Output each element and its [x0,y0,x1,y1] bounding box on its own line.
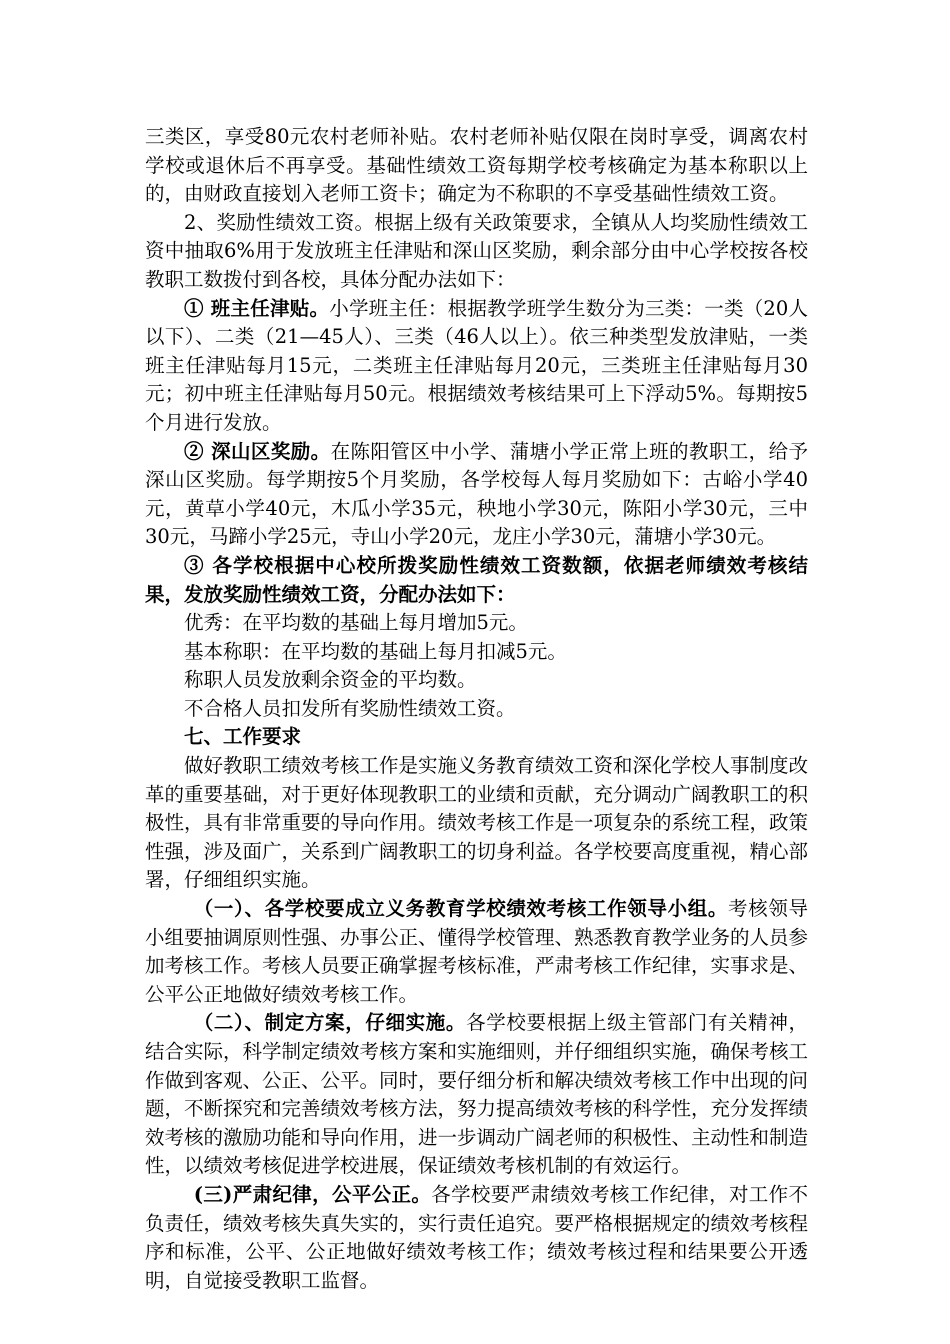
paragraph-work-requirements-intro: 做好教职工绩效考核工作是实施义务教育绩效工资和深化学校人事制度改革的重要基础，对于更好体现教职工的业绩和贡献，充分调动广阔教职工的积极性，具有非常重要的导向作用。绩效考核工作是一项复杂的系统工程，政策性强，涉及面广，关系到广阔教职工的切身利益。各学校要高度重视，精心部署，仔细组织实施。 [145,754,809,892]
subsection-plan-implementation-title: （二）、制定方案，仔细实施。 [193,1011,467,1035]
item-head-teacher-allowance [145,295,808,438]
item-school-distribution: ③ 各学校根据中心校所拨奖励性绩效工资数额，依据老师绩效考核结果，发放奖励性绩效工资，分配办法如下： [145,553,808,606]
item-head-teacher-allowance-text: 小学班主任：根据教学班学生数分为三类：一类（20人以下）、二类（21—45人）、三类（46人以上）。依三种类型发放津贴，一类班主任津贴每月15元，二类班主任津贴每月20元，三类班主任津贴每月30元；初中班主任津贴每月50元。根据绩效考核结果可上下浮动5%。每期按5个月进行发放。 [145,296,808,434]
item-mountain-area-reward-title: ② 深山区奖励。 [184,439,331,463]
subsection-discipline-fairness [145,1181,808,1295]
rule-competent: 称职人员发放剩余资金的平均数。 [184,668,477,692]
subsection-plan-implementation-text: 各学校要根据上级主管部门有关精神，结合实际，科学制定绩效考核方案和实施细则，并仔细组织实施，确保考核工作做到客观、公正、公平。同时，要仔细分析和解决绩效考核工作中出现的问题，不断探究和完善绩效考核方法，努力提高绩效考核的科学性，充分发挥绩效考核的激励功能和导向作用，进一步调动广阔老师的积极性、主动性和制造性，以绩效考核促进学校进展，保证绩效考核机制的有效运行。 [145,1011,809,1178]
subsection-leadership-group-text: 考核领导小组要抽调原则性强、办事公正、懂得学校管理、熟悉教育教学业务的人员参加考核工作。考核人员要正确掌握考核标准，严肃考核工作纪律，实事求是、公平公正地做好绩效考核工作。 [145,897,809,1006]
rule-excellent: 优秀：在平均数的基础上每月增加5元。 [184,611,528,635]
rule-unqualified: 不合格人员扣发所有奖励性绩效工资。 [184,696,516,720]
subsection-plan-implementation [145,1009,808,1181]
subsection-leadership-group-title: （一）、各学校要成立义务教育学校绩效考核工作领导小组。 [193,897,729,921]
rule-basic-competent: 基本称职：在平均数的基础上每月扣减5元。 [184,639,567,663]
item-mountain-area-reward-text: 在陈阳管区中小学、蒲塘小学正常上班的教职工，给予深山区奖励。每学期按5个月奖励，各学校每人每月奖励如下：古峪小学40元，黄草小学40元，木瓜小学35元，秧地小学30元，陈阳小学30元，三中30元，马蹄小学25元，寺山小学20元，龙庄小学30元，蒲塘小学30元。 [145,439,808,549]
subsection-leadership-group [145,895,808,1009]
subsection-discipline-fairness-title: (三)严肃纪律，公平公正。 [193,1182,432,1206]
document-page [145,123,808,1295]
paragraph-incentive-pay: 2、奖励性绩效工资。根据上级有关政策要求，全镇从人均奖励性绩效工资中抽取6%用于发放班主任津贴和深山区奖励，剩余部分由中心学校按各校教职工数拨付到各校，具体分配办法如下： [145,210,808,291]
section-heading-work-requirements: 七、工作要求 [184,725,302,749]
paragraph-rural-subsidy: 三类区，享受80元农村老师补贴。农村老师补贴仅限在岗时享受，调离农村学校或退休后不再享受。基础性绩效工资每期学校考核确定为基本称职以上的，由财政直接划入老师工资卡；确定为不称职的不享受基础性绩效工资。 [145,125,808,206]
subsection-discipline-fairness-text: 各学校要严肃绩效考核工作纪律，对工作不负责任，绩效考核失真失实的，实行责任追究。要严格根据规定的绩效考核程序和标准，公平、公正地做好绩效考核工作；绩效考核过程和结果要公开透明，自觉接受教职工监督。 [145,1182,809,1292]
item-mountain-area-reward [145,438,808,552]
item-head-teacher-allowance-title: ① 班主任津贴。 [184,296,330,320]
